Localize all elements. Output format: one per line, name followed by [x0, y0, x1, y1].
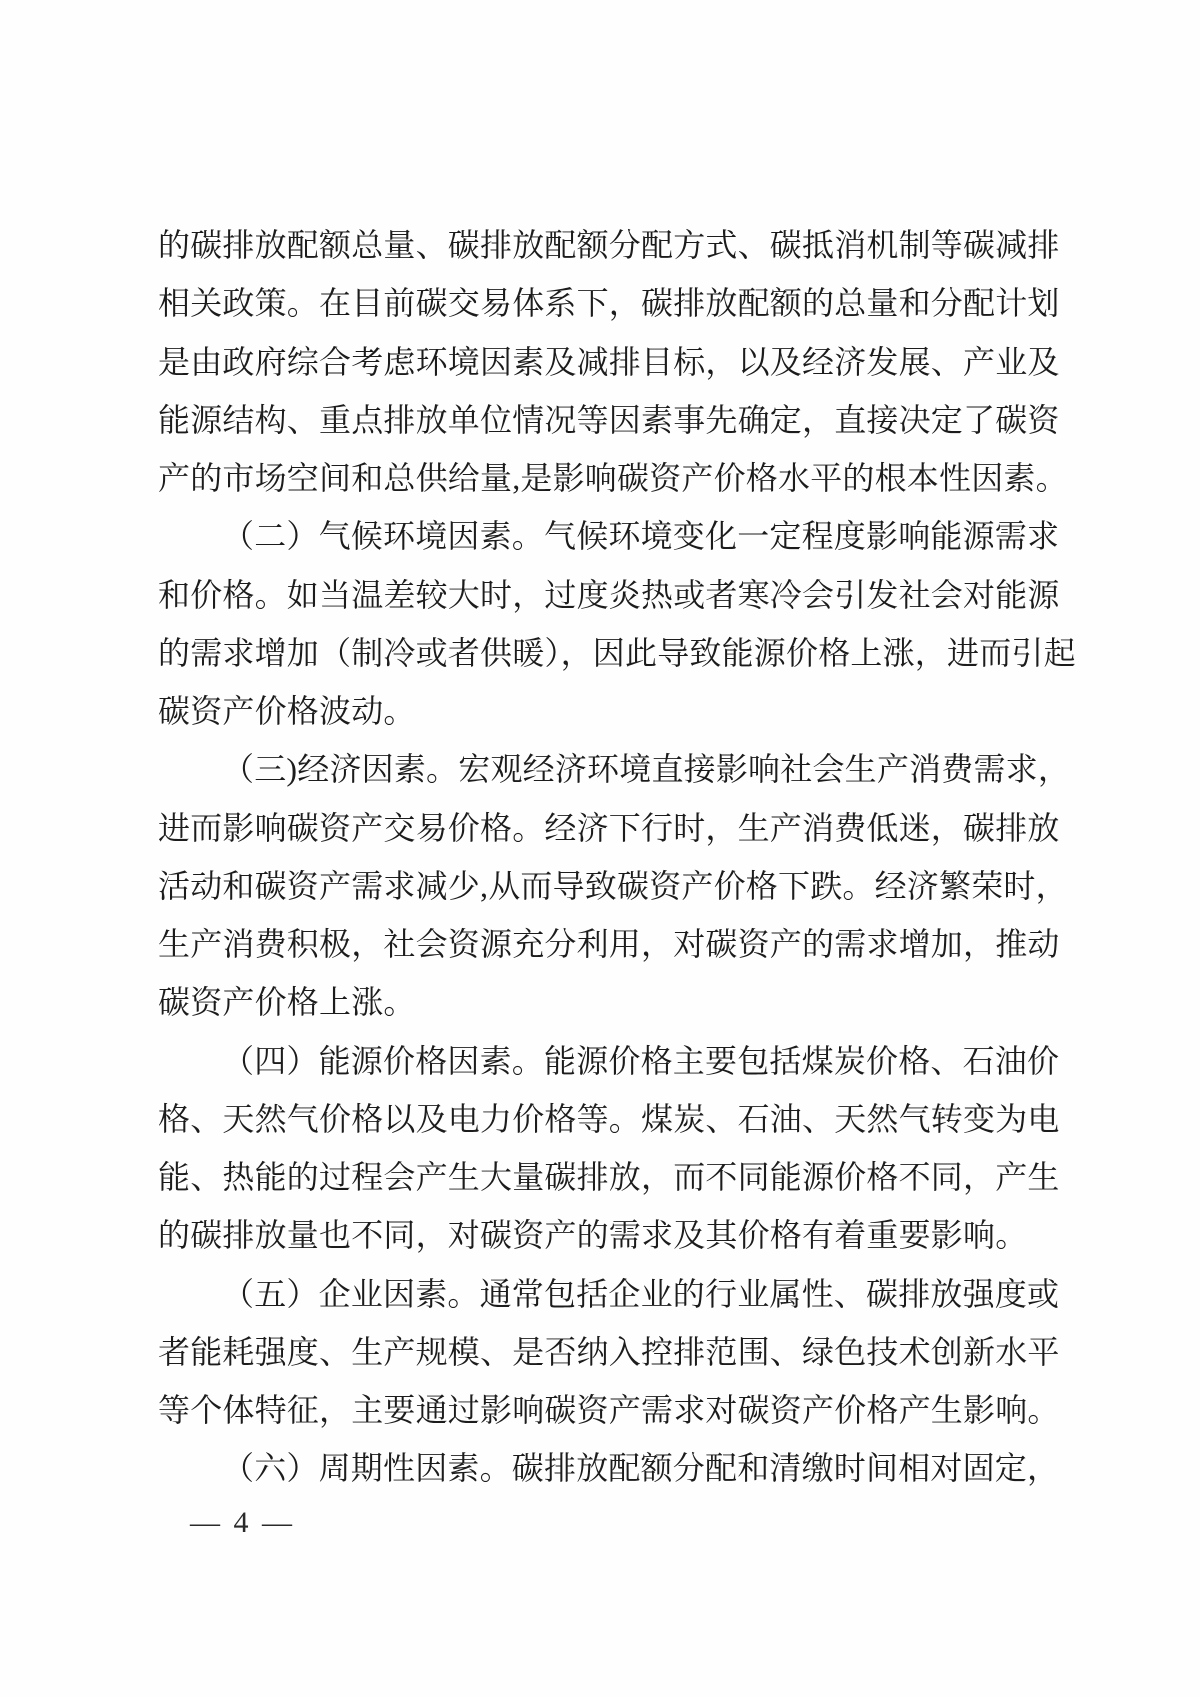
document-body — [158, 216, 1098, 1498]
text-line: 的需求增加（制冷或者供暖），因此导致能源价格上涨，进而引起 — [158, 634, 1076, 671]
text-line: 碳资产价格上涨。 — [158, 984, 416, 1021]
page-number: — 4 — — [190, 1506, 295, 1539]
text-line: 是由政府综合考虑环境因素及减排目标，以及经济发展、产业及 — [158, 343, 1060, 380]
text-line-paragraph-start: （五）企业因素。通常包括企业的行业属性、碳排放强度或 — [222, 1275, 1060, 1312]
text-line: 的碳排放量也不同，对碳资产的需求及其价格有着重要影响。 — [158, 1217, 1028, 1254]
text-line: 能、热能的过程会产生大量碳排放，而不同能源价格不同，产生 — [158, 1159, 1060, 1195]
text-line-paragraph-start: （三)经济因素。宏观经济环境直接影响社会生产消费需求， — [222, 751, 1071, 788]
text-line: 格、天然气价格以及电力价格等。煤炭、石油、天然气转变为电 — [158, 1100, 1060, 1137]
text-line: 者能耗强度、生产规模、是否纳入控排范围、绿色技术创新水平 — [158, 1333, 1060, 1370]
text-line: 和价格。如当温差较大时，过度炎热或者寒冷会引发社会对能源 — [158, 576, 1060, 613]
text-line-paragraph-start: （四）能源价格因素。能源价格主要包括煤炭价格、石油价 — [222, 1042, 1060, 1079]
text-line: 活动和碳资产需求减少,从而导致碳资产价格下跌。经济繁荣时， — [158, 867, 1068, 904]
text-line: 相关政策。在目前碳交易体系下，碳排放配额的总量和分配计划 — [158, 285, 1060, 322]
text-line: 产的市场空间和总供给量,是影响碳资产价格水平的根本性因素。 — [158, 460, 1068, 496]
text-line: 生产消费积极，社会资源充分利用，对碳资产的需求增加，推动 — [158, 926, 1060, 962]
text-line: 的碳排放配额总量、碳排放配额分配方式、碳抵消机制等碳减排 — [158, 227, 1060, 263]
text-line-paragraph-start: （六）周期性因素。碳排放配额分配和清缴时间相对固定， — [222, 1450, 1060, 1487]
text-line-paragraph-start: （二）气候环境因素。气候环境变化一定程度影响能源需求 — [222, 518, 1060, 555]
text-line: 进而影响碳资产交易价格。经济下行时，生产消费低迷，碳排放 — [158, 809, 1060, 846]
text-line: 等个体特征，主要通过影响碳资产需求对碳资产价格产生影响。 — [158, 1392, 1060, 1428]
text-line: 能源结构、重点排放单位情况等因素事先确定，直接决定了碳资 — [158, 401, 1060, 438]
text-line: 碳资产价格波动。 — [158, 693, 416, 729]
